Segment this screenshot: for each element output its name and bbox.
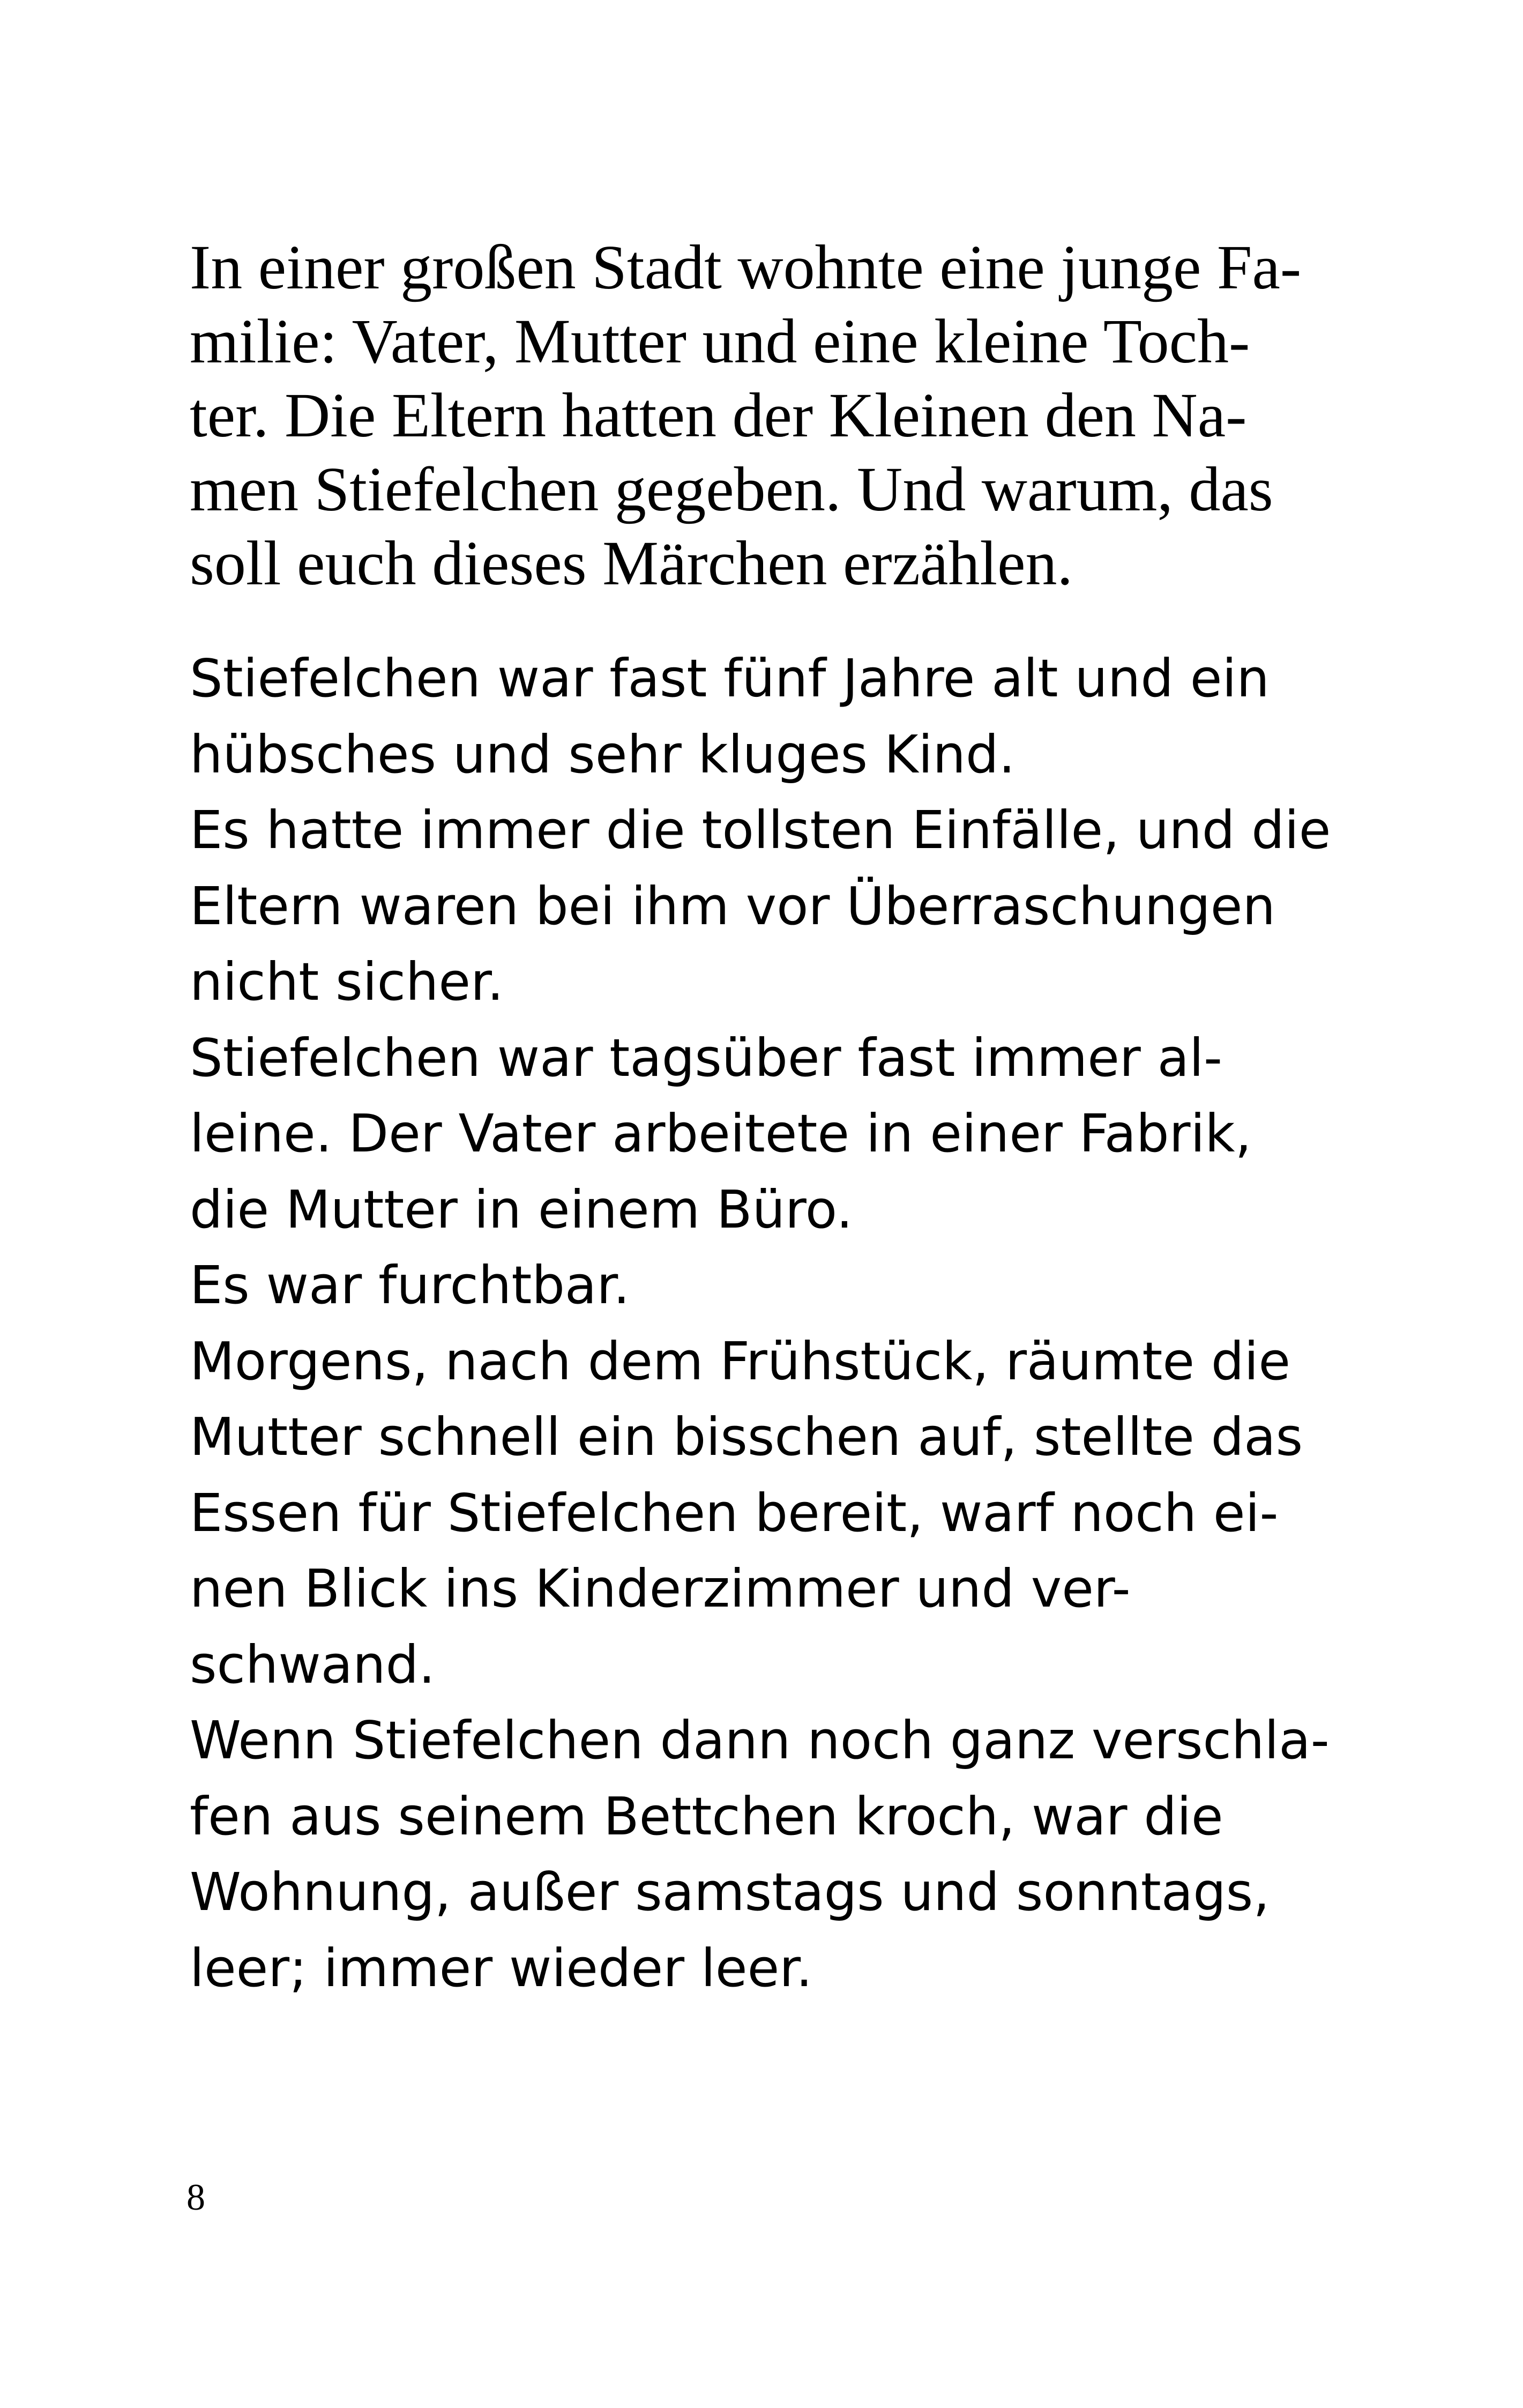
text-line: die Mutter in einem Büro. (190, 1179, 853, 1240)
text-line: Essen für Stiefelchen bereit, warf noch ei- (190, 1482, 1279, 1543)
text-line: Stiefelchen war tagsüber fast immer al- (190, 1027, 1223, 1088)
body-text (190, 641, 1347, 2006)
text-line: leine. Der Vater arbeitete in einer Fabrik, (190, 1103, 1252, 1164)
text-line: nen Blick ins Kinderzimmer und ver- (190, 1558, 1131, 1619)
text-line: Wenn Stiefelchen dann noch ganz verschla- (190, 1710, 1330, 1771)
text-line: Morgens, nach dem Frühstück, räumte die (190, 1331, 1291, 1392)
intro-paragraph (190, 231, 1347, 600)
text-line: Stiefelchen war fast fünf Jahre alt und ein (190, 648, 1270, 709)
text-line: Es war furchtbar. (190, 1255, 630, 1316)
text-line: fen aus seinem Bettchen kroch, war die (190, 1786, 1223, 1847)
text-line: hübsches und sehr kluges Kind. (190, 724, 1016, 785)
text-line: men Stiefelchen gegeben. Und warum, das (190, 454, 1273, 524)
text-line: leer; immer wieder leer. (190, 1937, 813, 1998)
text-line: In einer großen Stadt wohnte eine junge Fa- (190, 232, 1302, 302)
text-line: Wohnung, außer samstags und sonntags, (190, 1862, 1270, 1922)
text-line: nicht sicher. (190, 952, 504, 1012)
text-line: Es hatte immer die tollsten Einfälle, und die (190, 800, 1331, 860)
text-line: soll euch dieses Märchen erzählen. (190, 528, 1073, 598)
text-line: Eltern waren bei ihm vor Überraschungen (190, 875, 1275, 937)
page-number: 8 (186, 2177, 205, 2218)
text-line: Mutter schnell ein bisschen auf, stellte das (190, 1407, 1303, 1467)
text-line: milie: Vater, Mutter und eine kleine Toch- (190, 306, 1250, 376)
text-line: ter. Die Eltern hatten der Kleinen den Na- (190, 380, 1247, 450)
text-line: schwand. (190, 1634, 436, 1695)
